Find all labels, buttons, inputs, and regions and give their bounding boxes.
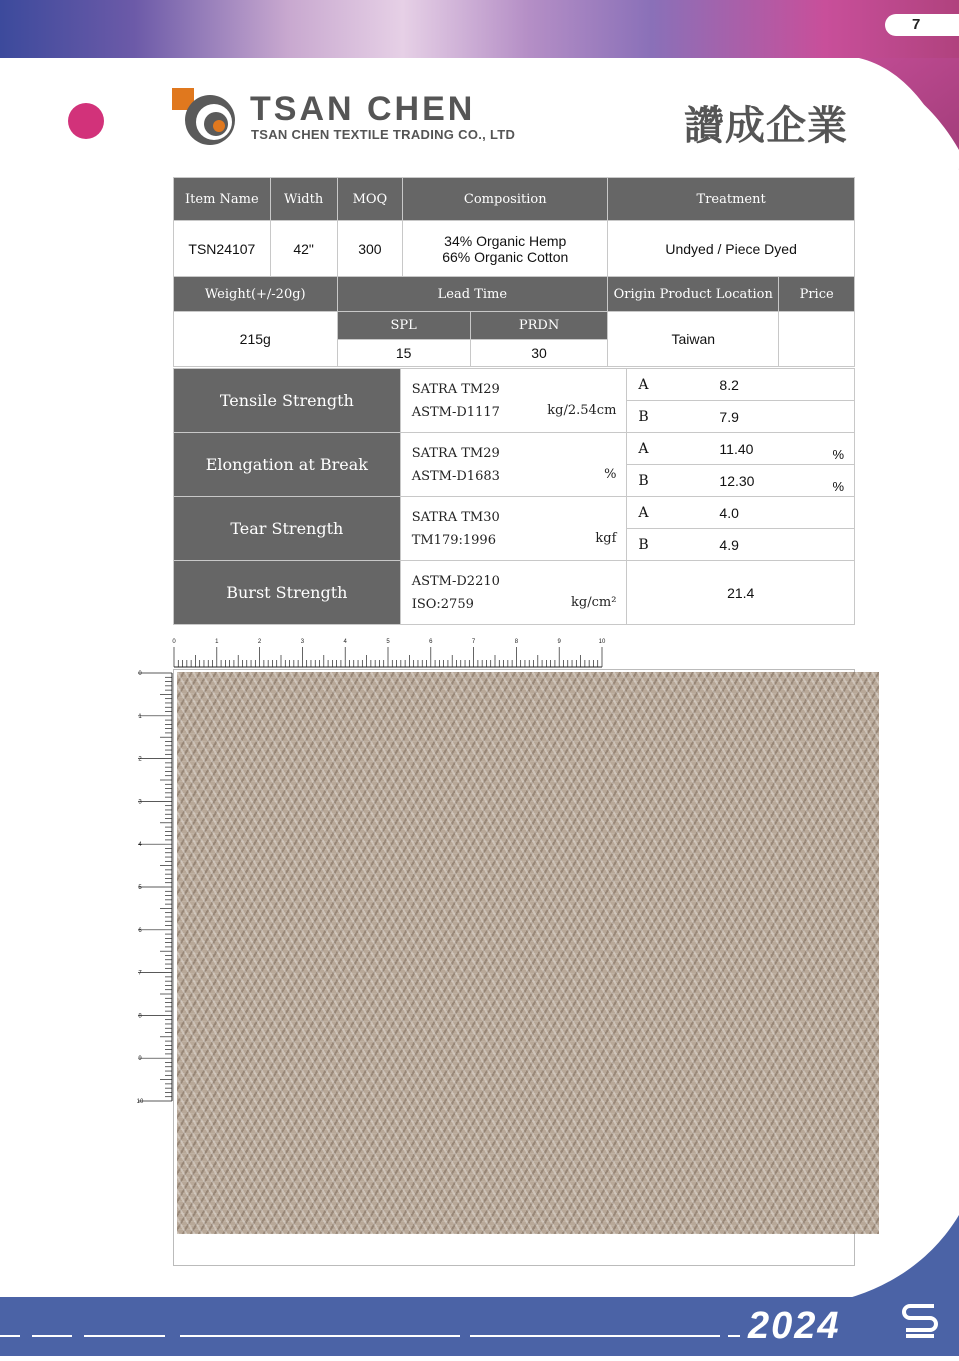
ruler-tick-label: 9 <box>138 1056 142 1063</box>
result-a-value: 11.40 <box>719 440 754 457</box>
company-chinese-name: 讚成企業 <box>684 104 848 148</box>
ruler-tick-label: 1 <box>138 713 142 720</box>
result-b-value: 4.9 <box>719 536 739 553</box>
standard-line-1: ASTM-D2210 <box>411 573 500 589</box>
label-b: B <box>638 408 649 425</box>
ruler-tick-label: 7 <box>471 639 476 645</box>
test-name-burst: Burst Strength <box>174 561 401 625</box>
header-weight: Weight(+/-20g) <box>174 277 338 312</box>
result-b-value: 12.30 <box>719 472 755 489</box>
test-unit: kg/2.54cm <box>547 403 617 418</box>
page-number-tab <box>885 14 959 36</box>
weight-value: 215g <box>174 312 338 367</box>
ruler-tick-label: 8 <box>138 1013 142 1020</box>
result-b-row <box>627 401 855 433</box>
ruler-tick-label: 1 <box>215 639 219 645</box>
header-treatment: Treatment <box>608 178 855 221</box>
test-standard-tensile <box>400 369 627 433</box>
company-logo-icon <box>172 88 236 146</box>
width-value: 42" <box>270 221 337 277</box>
standard-line-2: ASTM-D1117 <box>411 404 500 420</box>
test-standard-burst <box>400 561 627 625</box>
standard-line-1: SATRA TM29 <box>411 445 500 461</box>
test-standard-tear <box>400 497 627 561</box>
page-number: 7 <box>912 16 921 33</box>
label-a: A <box>638 440 649 457</box>
ruler-tick-label: 6 <box>138 927 142 934</box>
composition-value <box>403 221 608 277</box>
ruler-tick-label: 4 <box>343 639 347 645</box>
header-price: Price <box>779 277 855 312</box>
header-lead-time: Lead Time <box>337 277 608 312</box>
composition-line-1: 34% Organic Hemp <box>444 232 567 249</box>
header-spl: SPL <box>337 312 470 340</box>
company-name: TSAN CHEN <box>250 90 476 128</box>
test-standard-elongation <box>400 433 627 497</box>
header-composition: Composition <box>403 178 608 221</box>
result-b-value: 7.9 <box>719 408 739 425</box>
test-name-tensile: Tensile Strength <box>174 369 401 433</box>
composition-line-2: 66% Organic Cotton <box>442 248 569 265</box>
label-a: A <box>638 376 649 393</box>
standard-line-2: TM179:1996 <box>411 532 496 548</box>
standard-line-1: SATRA TM29 <box>411 381 500 397</box>
origin-value: Taiwan <box>608 312 779 367</box>
result-a-row <box>627 497 855 529</box>
bottom-right-curve <box>819 1215 959 1305</box>
standard-line-2: ISO:2759 <box>411 596 474 612</box>
ruler-tick-label: 2 <box>138 756 142 763</box>
header-item-name: Item Name <box>174 178 271 221</box>
footer-year: 2024 <box>748 1305 841 1347</box>
ruler-tick-label: 5 <box>386 639 390 645</box>
company-full-name: TSAN CHEN TEXTILE TRADING CO., LTD <box>251 127 516 142</box>
result-b-row <box>627 465 855 497</box>
label-b: B <box>638 472 649 489</box>
ruler-tick-label: 10 <box>598 639 606 645</box>
ruler-tick-label: 3 <box>138 799 142 806</box>
result-a-row <box>627 369 855 401</box>
season-mark-icon <box>900 1300 940 1340</box>
header-moq: MOQ <box>337 178 403 221</box>
ruler-tick-label: 0 <box>172 639 176 645</box>
header-prdn: PRDN <box>470 312 607 340</box>
spl-value: 15 <box>337 340 470 367</box>
horizontal-ruler <box>173 636 613 670</box>
price-value <box>779 312 855 367</box>
ruler-tick-label: 4 <box>138 842 142 849</box>
ruler-tick-label: 10 <box>136 1099 144 1105</box>
ruler-tick-label: 6 <box>429 639 433 645</box>
label-b: B <box>638 536 649 553</box>
item-name-value: TSN24107 <box>174 221 271 277</box>
ruler-tick-label: 5 <box>138 885 142 891</box>
ruler-tick-label: 3 <box>300 639 305 645</box>
ruler-tick-label: 9 <box>557 639 561 645</box>
standard-line-2: ASTM-D1683 <box>411 468 500 484</box>
header-width: Width <box>270 178 337 221</box>
percent-sign: % <box>832 479 844 494</box>
ruler-tick-label: 8 <box>514 639 519 645</box>
ruler-tick-label: 2 <box>257 639 262 645</box>
accent-dot <box>68 103 104 139</box>
test-unit: kgf <box>595 531 617 546</box>
test-unit: % <box>604 467 617 482</box>
standard-line-1: SATRA TM30 <box>411 509 500 525</box>
header-origin: Origin Product Location <box>608 277 779 312</box>
percent-sign: % <box>832 447 844 462</box>
moq-value: 300 <box>337 221 403 277</box>
ruler-tick-label: 0 <box>138 671 142 677</box>
spec-table <box>173 177 855 367</box>
test-results-table <box>173 368 855 625</box>
result-a-value: 4.0 <box>719 504 739 521</box>
test-unit: kg/cm² <box>571 595 617 610</box>
burst-value: 21.4 <box>627 561 855 625</box>
result-a-value: 8.2 <box>719 376 739 393</box>
ruler-tick-label: 7 <box>138 970 142 977</box>
prdn-value: 30 <box>470 340 607 367</box>
test-name-tear: Tear Strength <box>174 497 401 561</box>
fabric-swatch-image <box>177 672 879 1234</box>
result-a-row <box>627 433 855 465</box>
test-name-elongation: Elongation at Break <box>174 433 401 497</box>
label-a: A <box>638 504 649 521</box>
result-b-row <box>627 529 855 561</box>
treatment-value: Undyed / Piece Dyed <box>608 221 855 277</box>
vertical-ruler <box>130 668 174 1108</box>
